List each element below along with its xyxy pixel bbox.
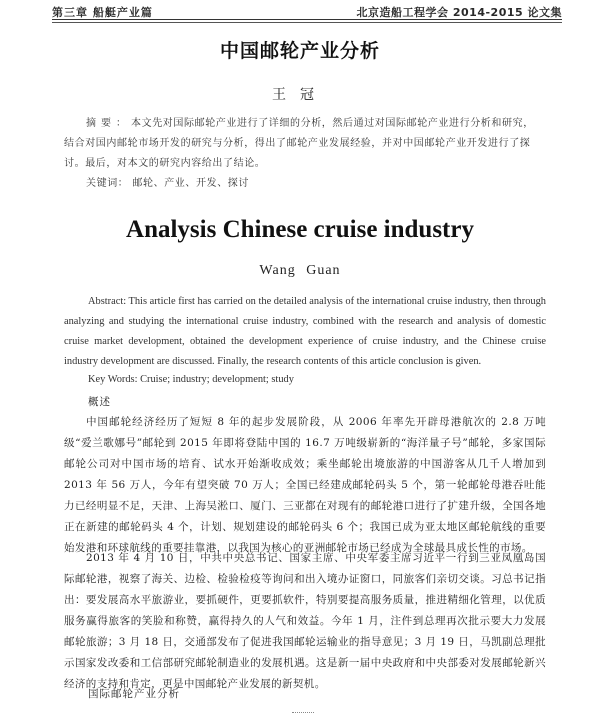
section-heading-overview: 概述	[88, 396, 111, 408]
header-rule-thin	[52, 22, 562, 23]
header-rule	[52, 19, 562, 20]
proceedings-label: 北京造船工程学会 2014-2015 论文集	[356, 6, 562, 19]
page-bottom-mark	[292, 712, 314, 715]
abstract-chinese	[64, 114, 544, 174]
body-paragraph-2013: 2013 年 4 月 10 日，中共中央总书记、国家主席、中央军委主席习近平一行到三亚凤凰岛国际邮轮港，视察了海关、边检、检验检疫等询问和出入境办证窗口，同旅客们亲切交谈。习总书记指出：要发展高水平旅游业，要抓硬件，更要抓软件，特别要提高服务质量，推进精细化管理，以优质服务赢得旅客的笑脸和称赞，赢得持久的人气和效益。今年 1 月，注件到总理再次批示要大力发展邮轮旅游；3 月 18 日，交通部发布了促进我国邮轮运输业的指导意见；3 月 19 日，马凯副总理批示国家发改委和工信部研究邮轮制造业的发展机遇。这是新一届中央政府和中央部委对发展邮轮新兴经济的支持和肯定，更是中国邮轮产业发展的新契机。	[64, 552, 546, 690]
keywords-chinese	[86, 174, 249, 189]
abstract-text-chinese: 本文先对国际邮轮产业进行了详细的分析，然后通过对国际邮轮产业进行分析和研究，结合对国内邮轮市场开发的研究与分析，得出了邮轮产业发展经验，并对中国邮轮产业开发进行了探讨。最后，对本文的研究内容给出了结论。	[64, 118, 534, 169]
section-heading-international: 国际邮轮产业分析	[88, 688, 180, 700]
chapter-label: 第三章 船艇产业篇	[52, 6, 153, 19]
keywords-text-chinese: 邮轮、产业、开发、探讨	[132, 178, 250, 189]
abstract-label-chinese: 摘要：	[86, 118, 131, 129]
author-chinese: 王冠	[272, 87, 328, 103]
keywords-english: Key Words: Cruise; industry; development; study	[88, 374, 294, 385]
author-english: Wang Guan	[259, 263, 341, 278]
keywords-label-chinese: 关键词：	[86, 178, 129, 189]
title-english: Analysis Chinese cruise industry	[126, 216, 474, 243]
title-chinese: 中国邮轮产业分析	[219, 40, 380, 62]
body-paragraph-overview: 中国邮轮经济经历了短短 8 年的起步发展阶段，从 2006 年率先开辟母港航次的 2.8 万吨级“爱兰歌娜号”邮轮到 2015 年即将登陆中国的 16.7 万吨级崭新的“海洋量子号”邮轮，多家国际邮轮公司对中国市场的培育、试水开始渐收成效；乘坐邮轮出境旅游的中国游客从几千人增加到 2013 年 56 万人，今年有望突破 70 万人；全国已经建成邮轮码头 5 个，第一轮邮轮母港吞吐能力已经明显不足，天津、上海吴淞口、厦门、三亚都在对现有的邮轮港口进行了扩建升级，全国各地正在新建的邮轮码头 4 个，计划、规划建设的邮轮码头 6 个；我国已成为亚太地区邮轮航线的重要始发港和环球航线的重要挂靠港，以我国为核心的亚洲邮轮市场已经成为全球最具成长性的市场。	[64, 416, 546, 554]
abstract-english: Abstract: This article first has carried on the detailed analysis of the international cruise industry, then through analyzing and studying the international cruise industry, combined with the research and analysis of domestic cruise market development, obtained the development experience of cruise industry, and the Chinese cruise industry development are discussed. Finally, the research contents of this article conclusion is given.	[64, 296, 546, 367]
